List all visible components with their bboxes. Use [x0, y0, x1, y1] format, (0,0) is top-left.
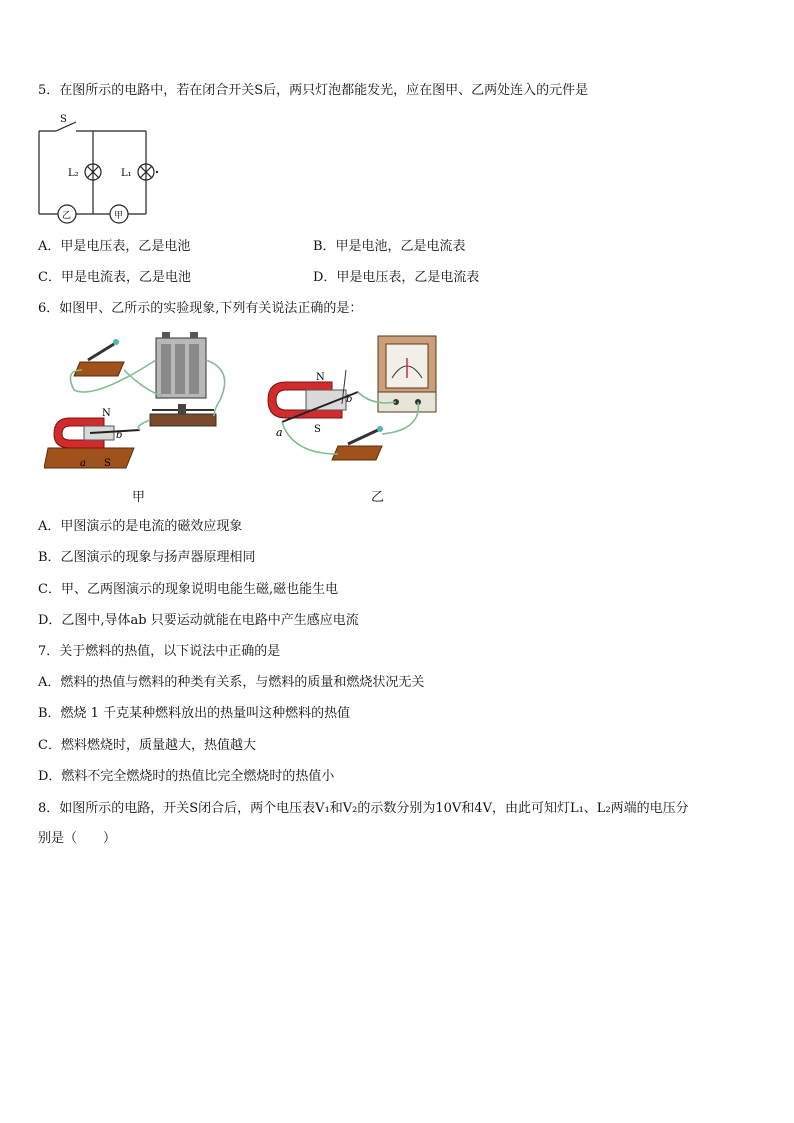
q6-caption-yi: 乙 — [371, 490, 385, 505]
q6-stem: 6．如图甲、乙所示的实验现象,下列有关说法正确的是： — [38, 301, 363, 316]
yi-label-b: b — [346, 394, 353, 405]
magnet-icon — [44, 418, 140, 468]
q8-stem-line1: 8．如图所示的电路，开关S闭合后，两个电压表V₁和V₂的示数分别为10V和4V，由此可知灯L₁、L₂两端的电压分 — [38, 801, 689, 816]
meter-yi-label: 乙 — [62, 211, 72, 221]
q6-option-b: B．乙图演示的现象与扬声器原理相同 — [38, 550, 256, 565]
q5-circuit-diagram — [36, 110, 166, 225]
yi-label-s: S — [314, 424, 321, 435]
q7-stem: 7．关于燃料的热值，以下说法中正确的是 — [38, 644, 281, 659]
q5-option-c: C．甲是电流表，乙是电池 — [38, 270, 191, 285]
q6-option-a: A．甲图演示的是电流的磁效应现象 — [38, 519, 243, 534]
q6-caption-jia: 甲 — [132, 490, 146, 505]
q7-option-d: D．燃料不完全燃烧时的热值比完全燃烧时的热值小 — [38, 769, 335, 784]
q8-stem-line2: 别是（ ） — [38, 831, 117, 846]
q5-option-a: A．甲是电压表，乙是电池 — [38, 239, 191, 254]
jia-label-n: N — [102, 408, 111, 419]
lamp-l1-label: L₁ — [121, 168, 132, 179]
q7-option-c: C．燃料燃烧时，质量越大，热值越大 — [38, 738, 256, 753]
q5-option-d: D．甲是电压表，乙是电流表 — [313, 270, 480, 285]
q6-figure-jia — [44, 330, 244, 475]
jia-label-a: a — [80, 458, 86, 469]
battery-icon — [156, 332, 206, 398]
magnet-icon — [268, 370, 358, 422]
galvanometer-icon — [378, 336, 436, 412]
yi-label-n: N — [316, 372, 325, 383]
rheostat-icon — [150, 404, 216, 426]
q6-option-d: D．乙图中,导体ab 只要运动就能在电路中产生感应电流 — [38, 613, 359, 628]
jia-label-b: b — [116, 430, 123, 441]
lamp-l2-label: L₂ — [68, 168, 79, 179]
q5-option-b: B．甲是电池，乙是电流表 — [313, 239, 466, 254]
yi-label-a: a — [276, 426, 283, 439]
q7-option-b: B．燃烧 1 千克某种燃料放出的热量叫这种燃料的热值 — [38, 706, 351, 721]
switch-label: S — [60, 114, 67, 125]
meter-jia-label: 甲 — [114, 211, 124, 221]
q7-option-a: A．燃料的热值与燃料的种类有关系，与燃料的质量和燃烧状况无关 — [38, 675, 425, 690]
knife-switch-icon — [332, 426, 383, 460]
q5-stem: 5．在图所示的电路中，若在闭合开关S后，两只灯泡都能发光，应在图甲、乙两处连入的元件是 — [38, 83, 589, 98]
q6-figure-yi — [262, 330, 442, 470]
q6-option-c: C．甲、乙两图演示的现象说明电能生磁,磁也能生电 — [38, 582, 339, 597]
jia-label-s: S — [104, 458, 111, 469]
